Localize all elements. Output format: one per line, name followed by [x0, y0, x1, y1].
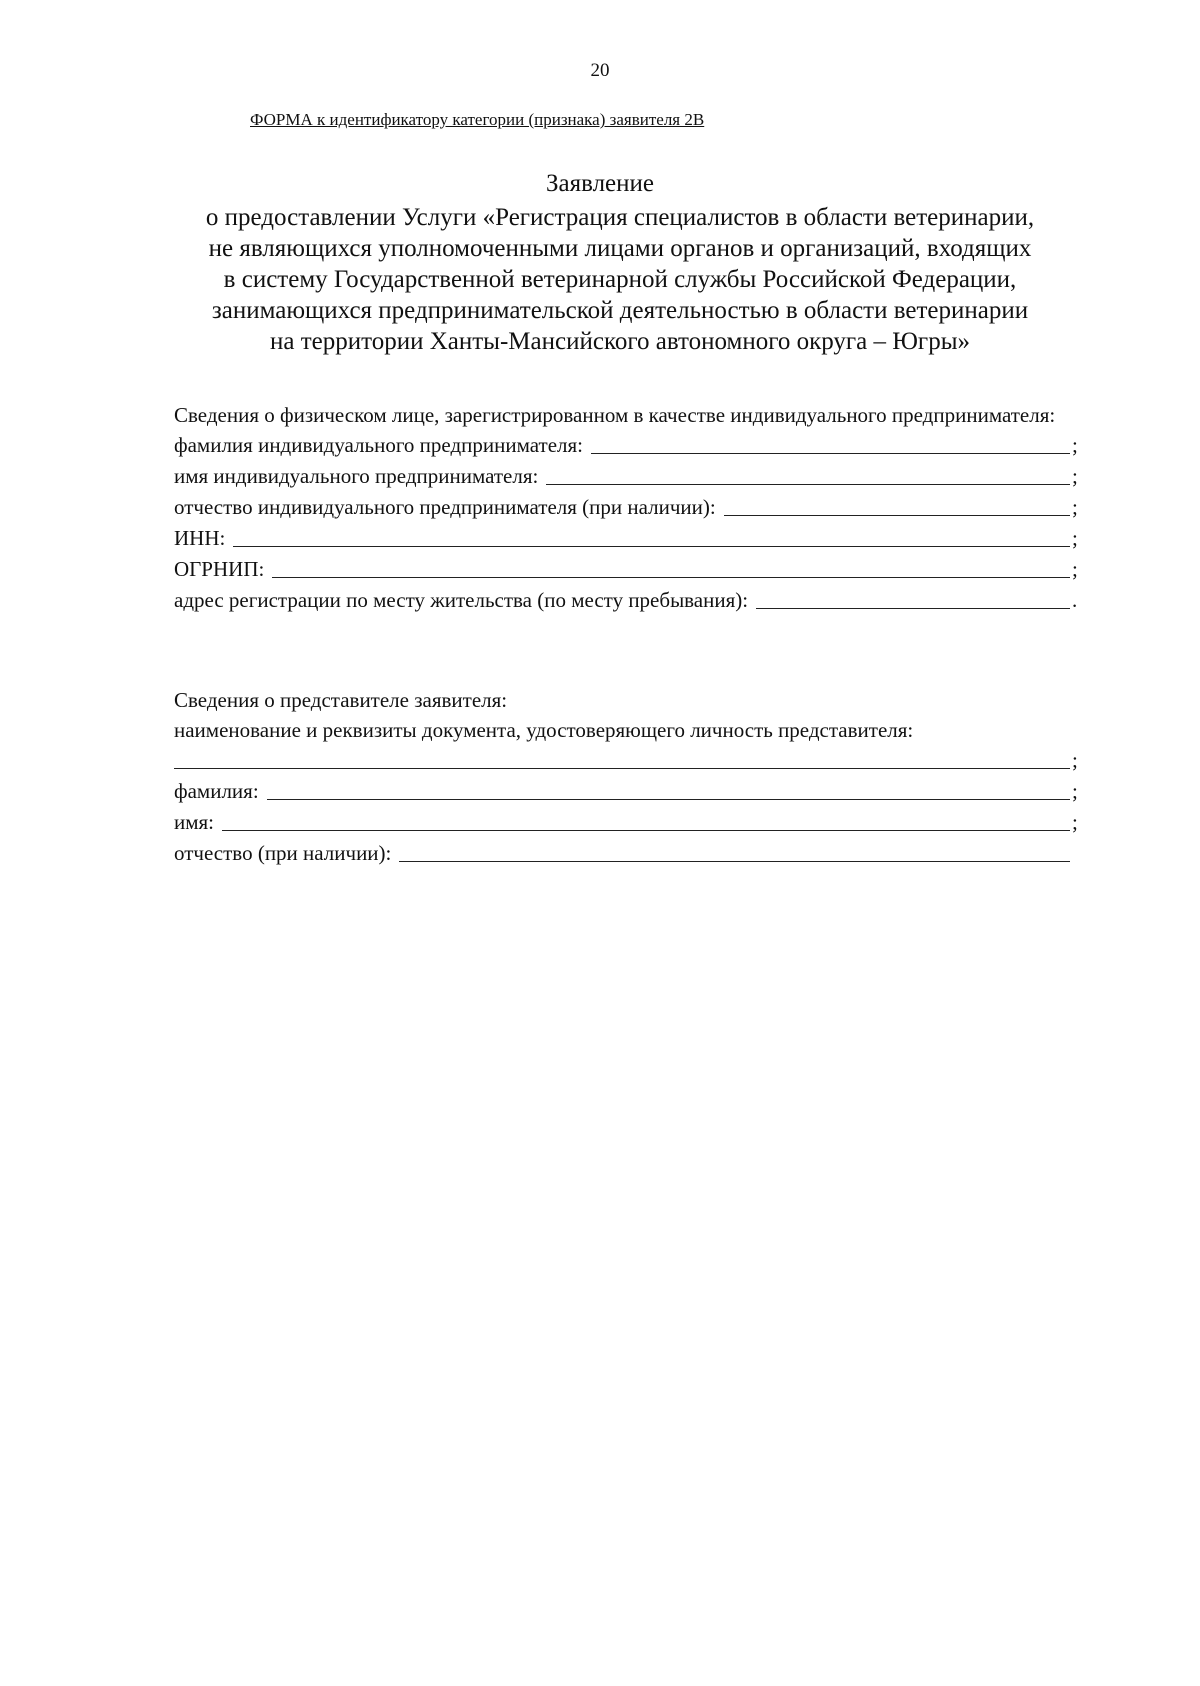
field-patronymic-ip [174, 492, 1084, 523]
field-address [174, 585, 1084, 616]
field-rep-surname [174, 776, 1084, 807]
field-end: ; [1072, 495, 1078, 519]
field-label: ИНН: [174, 526, 226, 550]
field-label: фамилия: [174, 779, 259, 803]
ogrnip-input[interactable] [272, 555, 1070, 578]
rep-patronymic-input[interactable] [399, 839, 1070, 862]
field-inn [174, 523, 1084, 554]
subtitle-line: в систему Государственной ветеринарной службы Российской Федерации, [223, 266, 1017, 293]
representative-doc-input[interactable] [174, 746, 1070, 769]
applicant-section [174, 400, 1084, 616]
field-label: ОГРНИП: [174, 557, 265, 581]
field-end: ; [1072, 779, 1078, 803]
field-label: отчество (при наличии): [174, 841, 392, 865]
subtitle-line: не являющихся уполномоченными лицами органов и организаций, входящих [208, 235, 1032, 262]
representative-doc-label: наименование и реквизиты документа, удостоверяющего личность представителя: [174, 718, 914, 742]
field-label: адрес регистрации по месту жительства (по месту пребывания): [174, 588, 749, 612]
field-end: ; [1072, 748, 1078, 772]
form-reference: ФОРМА к идентификатору категории (признака) заявителя 2В [250, 110, 705, 129]
field-label: фамилия индивидуального предпринимателя: [174, 433, 583, 457]
field-rep-name [174, 807, 1084, 838]
field-name-ip [174, 461, 1084, 492]
subtitle-line: о предоставлении Услуги «Регистрация специалистов в области ветеринарии, [205, 204, 1035, 231]
representative-heading: Сведения о представителе заявителя: [174, 688, 508, 712]
field-end: ; [1072, 464, 1078, 488]
field-end: ; [1072, 557, 1078, 581]
field-label: отчество индивидуального предпринимателя (при наличии): [174, 495, 716, 519]
field-label: имя: [174, 810, 215, 834]
page-number: 20 [590, 60, 610, 81]
field-end: ; [1072, 810, 1078, 834]
field-representative-doc [174, 745, 1084, 776]
field-end: ; [1072, 526, 1078, 550]
representative-section [174, 685, 1084, 869]
document-title: Заявление [545, 170, 655, 197]
document-subtitle [100, 202, 1140, 357]
field-end: . [1072, 588, 1078, 612]
field-rep-patronymic [174, 838, 1084, 869]
field-end: ; [1072, 433, 1078, 457]
rep-surname-input[interactable] [267, 777, 1070, 800]
name-ip-input[interactable] [546, 462, 1070, 485]
rep-name-input[interactable] [222, 808, 1070, 831]
subtitle-line: занимающихся предпринимательской деятельностью в области ветеринарии [211, 297, 1029, 324]
field-surname-ip [174, 430, 1084, 461]
surname-ip-input[interactable] [591, 431, 1070, 454]
inn-input[interactable] [233, 524, 1070, 547]
applicant-heading: Сведения о физическом лице, зарегистрированном в качестве индивидуального предпринимателя: [174, 403, 1056, 427]
address-input[interactable] [756, 586, 1070, 609]
field-ogrnip [174, 554, 1084, 585]
subtitle-line: на территории Ханты-Мансийского автономного округа – Югры» [270, 328, 970, 355]
field-label: имя индивидуального предпринимателя: [174, 464, 539, 488]
patronymic-ip-input[interactable] [724, 493, 1070, 516]
